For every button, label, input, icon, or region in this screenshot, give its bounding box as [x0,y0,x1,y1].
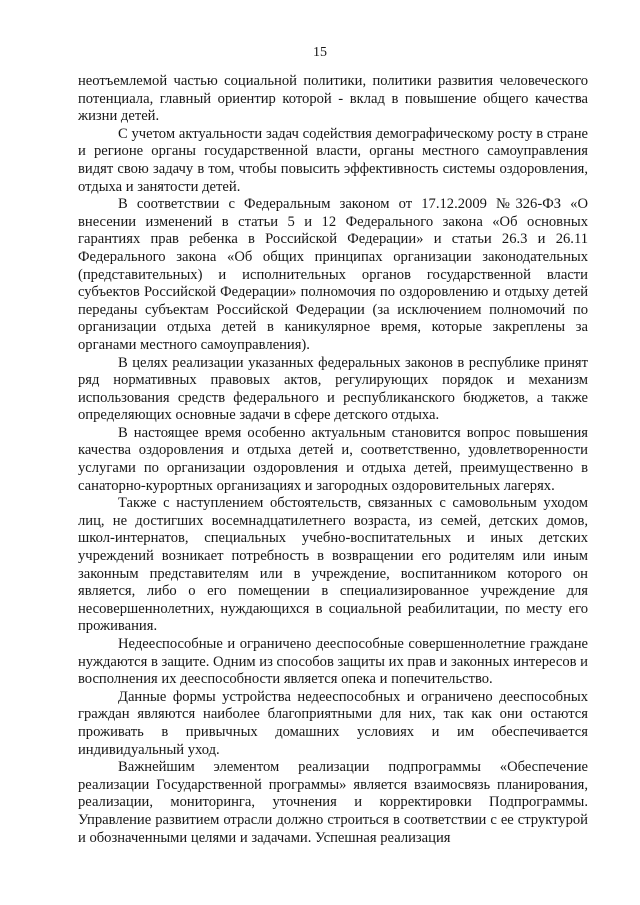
paragraph: В соответствии с Федеральным законом от 17.12.2009 №326-ФЗ «О внесении изменений в статьи 5 и 12 Федерального закона «Об основных гарантиях прав ребенка в Российской Федерации» и статьи 26.3 и 26.11 Федерального закона «Об общих принципах организации законодательных (представительных) и исполнительных органов государственной власти субъектов Российской Федерации» полномочия по оздоровлению и отдыху детей переданы субъектам Российской Федерации (за исключением полномочий по организации отдыха детей в каникулярное время, которые закреплены за органами местного самоуправления). [78,196,588,353]
paragraph: В целях реализации указанных федеральных законов в республике принят ряд нормативных правовых актов, регулирующих порядок и механизм использования средств федерального и республиканского бюджетов, а также определяющих основные задачи в сфере детского отдыха. [78,354,588,424]
page-number: 15 [313,45,327,60]
paragraph: С учетом актуальности задач содействия демографическому росту в стране и регионе органы государственной власти, органы местного самоуправления видят свою задачу в том, чтобы повысить эффективность системы оздоровления, отдыха и занятости детей. [78,125,588,195]
body-text [78,73,588,847]
paragraph: Также с наступлением обстоятельств, связанных с самовольным уходом лиц, не достигших восемнадцатилетнего возраста, из семей, детских домов, школ-интернатов, специальных учебно-воспитательных и иных детских учреждений возникает потребность в возвращении его родителям или иным законным представителям или в учреждение, воспитанником которого он является, либо о его помещении в специализированное учреждение для несовершеннолетних, нуждающихся в социальной реабилитации, по месту его проживания. [78,495,588,635]
paragraph: неотъемлемой частью социальной политики, политики развития человеческого потенциала, главный ориентир которой - вклад в повышение общего качества жизни детей. [78,73,588,125]
paragraph: Недееспособные и ограничено дееспособные совершеннолетние граждане нуждаются в защите. Одним из способов защиты их прав и законных интересов и восполнения их дееспособности является опека и попечительство. [78,636,588,688]
paragraph: В настоящее время особенно актуальным становится вопрос повышения качества оздоровления и отдыха детей и, соответственно, удовлетворенности услугами по организации оздоровления и отдыха детей, преимущественно в санаторно-курортных организациях и загородных оздоровительных лагерях. [78,424,588,494]
paragraph: Важнейшим элементом реализации подпрограммы «Обеспечение реализации Государственной программы» является взаимосвязь планирования, реализации, мониторинга, уточнения и корректировки Подпрограммы. Управление развитием отрасли должно строиться в соответствии с ее структурой и обозначенными целями и задачами. Успешная реализация [78,759,588,846]
paragraph: Данные формы устройства недееспособных и ограничено дееспособных граждан являются наиболее благоприятными для них, так как они остаются проживать в привычных домашних условиях и им обеспечивается индивидуальный уход. [78,688,588,758]
